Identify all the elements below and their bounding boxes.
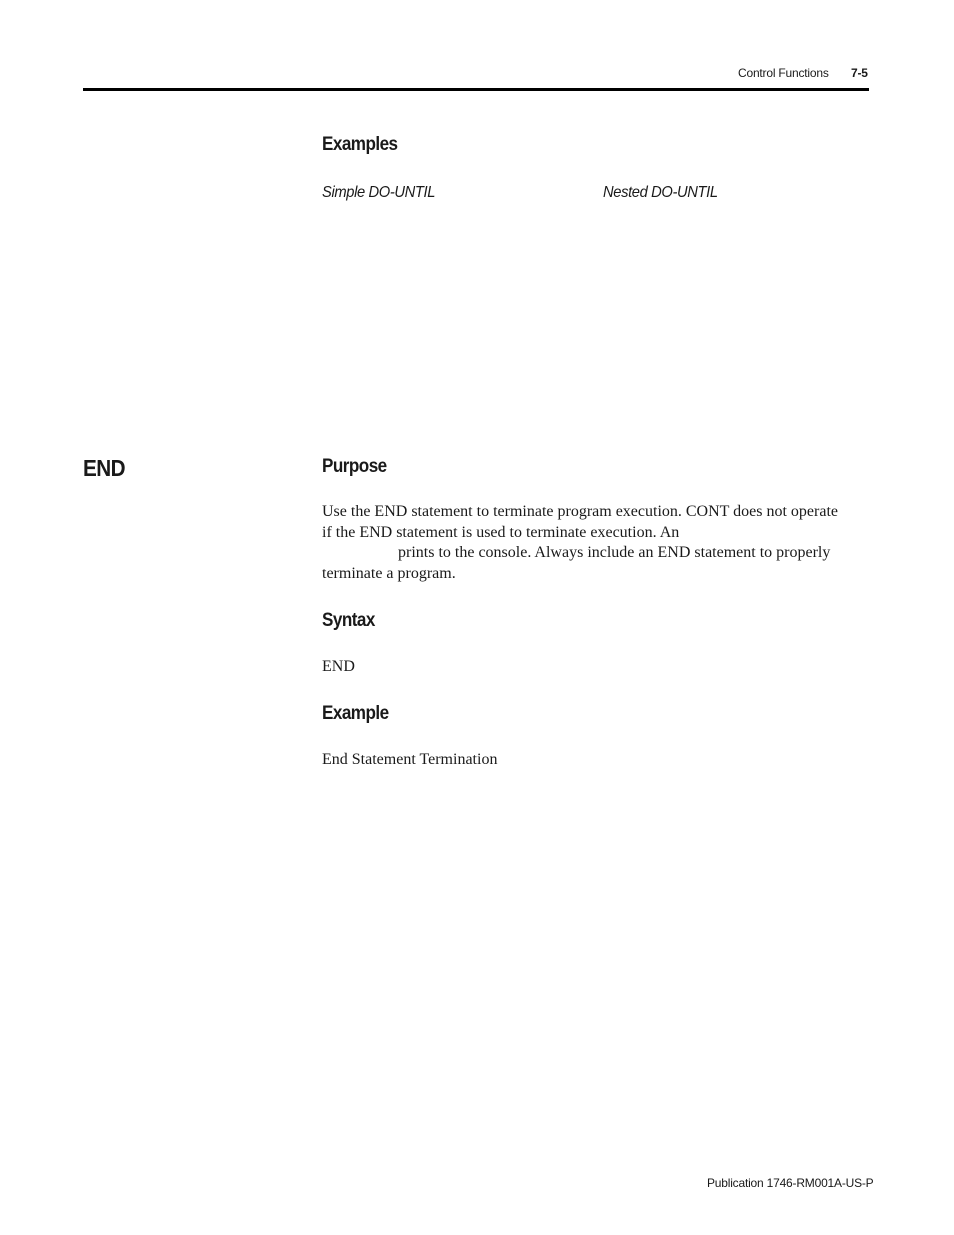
purpose-line-2: if the END statement is used to terminate execution. An: [322, 523, 680, 541]
example-caption: End Statement Termination: [322, 751, 498, 768]
simple-do-until-caption: Simple DO-UNTIL: [322, 184, 436, 201]
syntax-text: END: [322, 658, 355, 675]
purpose-line-1: Use the END statement to terminate program execution. CONT does not operate: [322, 503, 838, 520]
example-heading: Example: [322, 703, 389, 724]
purpose-paragraph: [322, 502, 870, 584]
syntax-heading: Syntax: [322, 610, 375, 631]
purpose-line-3: prints to the console. Always include an END statement to properly: [398, 544, 831, 561]
running-header-title: Control Functions: [738, 66, 829, 80]
publication-footer: Publication 1746-RM001A-US-P: [707, 1176, 874, 1190]
examples-heading: Examples: [322, 134, 398, 155]
purpose-heading: Purpose: [322, 456, 387, 477]
end-section-title: END: [83, 455, 126, 481]
nested-do-until-caption: Nested DO-UNTIL: [603, 184, 718, 201]
purpose-line-4: terminate a program.: [322, 564, 456, 582]
page-number: 7-5: [851, 66, 868, 80]
header-rule: [83, 88, 869, 91]
